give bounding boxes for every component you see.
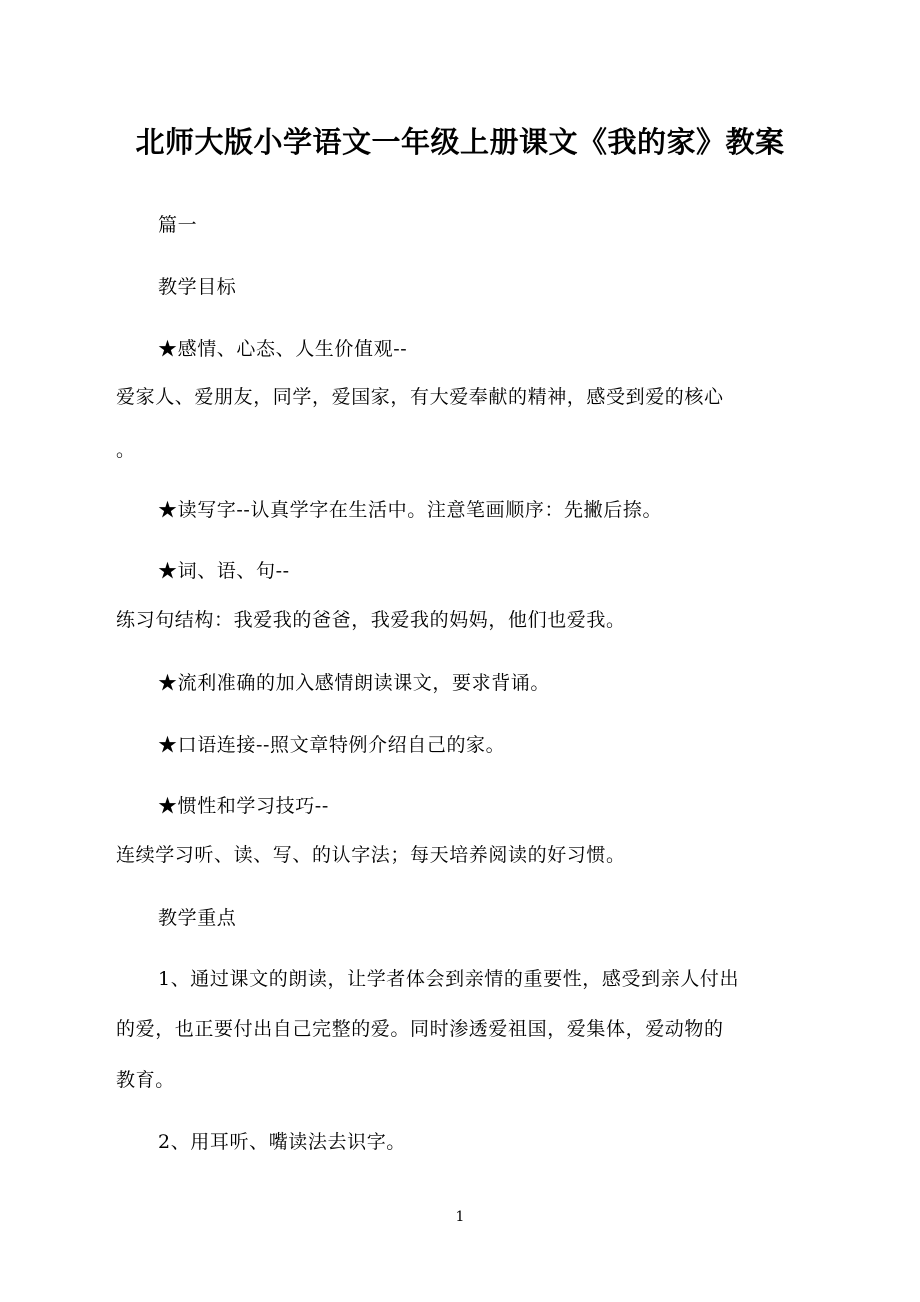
document-title: 北师大版小学语文一年级上册课文《我的家》教案 (135, 125, 785, 159)
section-heading-part-one: 篇一 (158, 214, 198, 236)
goal-fluent-reading: ★流利准确的加入感情朗读课文，要求背诵。 (158, 672, 551, 694)
goal-emotion-text-end: 。 (116, 439, 136, 461)
goal-words-heading: ★词、语、句-- (158, 560, 290, 582)
goal-habits-text: 连续学习听、读、写、的认字法；每天培养阅读的好习惯。 (116, 844, 626, 866)
focus-item-1-line-2: 的爱，也正要付出自己完整的爱。同时渗透爱祖国，爱集体，爱动物的 (116, 1018, 724, 1040)
goal-emotion-text: 爱家人、爱朋友，同学，爱国家，有大爱奉献的精神，感受到爱的核心 (116, 386, 724, 408)
goal-reading-writing: ★读写字--认真学字在生活中。注意笔画顺序：先撇后捺。 (158, 499, 663, 521)
page-number: 1 (455, 1209, 465, 1225)
goal-emotion-heading: ★感情、心态、人生价值观-- (158, 338, 408, 360)
heading-teaching-goals: 教学目标 (158, 276, 237, 298)
heading-teaching-focus: 教学重点 (158, 907, 237, 929)
focus-item-2: 2、用耳听、嘴读法去识字。 (158, 1131, 406, 1153)
goal-habits-heading: ★惯性和学习技巧-- (158, 795, 329, 817)
focus-item-1-line-1: 1、通过课文的朗读，让学者体会到亲情的重要性，感受到亲人付出 (158, 968, 740, 990)
focus-item-1-line-3: 教育。 (116, 1069, 175, 1091)
goal-oral-connection: ★口语连接--照文章特例介绍自己的家。 (158, 734, 506, 756)
goal-words-text: 练习句结构：我爱我的爸爸，我爱我的妈妈，他们也爱我。 (116, 609, 626, 631)
